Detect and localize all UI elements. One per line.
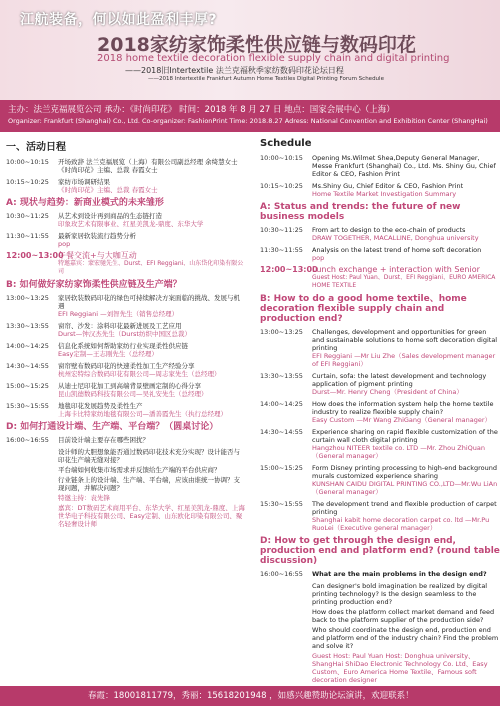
list-item xyxy=(6,362,246,378)
list-item xyxy=(260,182,500,198)
list-item xyxy=(6,436,246,444)
time: 13:30~13:55 xyxy=(6,322,49,330)
discussion-questions xyxy=(6,448,246,528)
item-text: 从艺术到设计再到商品的生态链打造 xyxy=(58,212,162,220)
list-item xyxy=(260,500,500,532)
time: 15:30~15:55 xyxy=(260,500,303,508)
section-b-title: B: How to do a good home textile、home decoration flexible supply chain and production end? xyxy=(260,294,467,324)
list-item xyxy=(260,226,500,242)
question: Can designer's bold imagination be realized by digital printing technology? Is the design seamless to the printing production end? xyxy=(312,582,488,606)
list-item xyxy=(6,342,246,358)
lunch-text: Lunch exchange + interaction with Senior xyxy=(312,265,480,274)
time: 15:00~15:25 xyxy=(260,464,303,472)
time: 14:00~14:25 xyxy=(260,400,303,408)
item-sub: DRAW TOGETHER, MACALLINE, Donghua university xyxy=(312,234,479,242)
time: 11:30~11:55 xyxy=(6,232,49,240)
organizer-line-cn: 主办：法兰克福展览公司 承办：《时尚印花》 时间：2018 年 8 月 27 日 地点：国家会展中心（上海） xyxy=(8,105,395,115)
list-item xyxy=(260,428,500,460)
subtitle-en: 2018 home textile decoration flexible supply chain and digital printing xyxy=(97,53,450,64)
time: 10:15~10:25 xyxy=(6,178,49,186)
time: 15:30~15:55 xyxy=(6,402,49,410)
time: 13:30~13:55 xyxy=(260,372,303,380)
item-sub: pop xyxy=(312,254,325,262)
item-sub: Durst—钟汉杰先生（Durst纺织中国区总裁） xyxy=(58,330,191,338)
time: 11:30~11:55 xyxy=(260,246,303,254)
item-text: What are the main problems in the design end? xyxy=(312,570,487,578)
item-sub: Home Textile Market Investigation Summary xyxy=(312,190,457,198)
item-text: Form Disney printing processing to high-end background murals customized experience sharing xyxy=(312,464,498,480)
item-sub: 印象玫艺术有限事业、红星美凯龙-鼎度、东华大学 xyxy=(58,220,204,228)
question: 平台端如何收集市场需求并反馈给生产端的平台供应商？ xyxy=(58,466,221,474)
time: 14:00~14:25 xyxy=(6,342,49,350)
item-sub: 上海卡比特家纺地毯有限公司—潘善霞先生（执行总经理） xyxy=(58,410,227,418)
list-item xyxy=(260,400,500,424)
item-text: 最新家居软装流行趋势分析 xyxy=(58,232,136,240)
item-text: 窗帘壁布数码印花的快速柔性加工生产经验分享 xyxy=(58,362,195,370)
item-text: From art to design to the eco-chain of products xyxy=(312,226,466,234)
contact-footer: 春霞：18001811779，秀丽：15618201948 ，如感兴趣赞助论坛演讲，欢迎联系！ xyxy=(0,686,500,706)
list-item xyxy=(260,372,500,396)
item-sub: EFI Reggiani —刘智先生（销售总经理） xyxy=(58,310,179,318)
item-sub: 《时尚印花》主编、总裁 春霞女士 xyxy=(58,186,158,194)
item-sub: 杭州宏特综合数码印花有限公司—周志家先生（总经理） xyxy=(58,370,221,378)
item-sub: Easy定制—王志刚先生（总经理） xyxy=(58,350,158,358)
section-d-title: D: How to get through the design end, production end and platform end? (round table discussion) xyxy=(260,536,500,566)
time: 10:15~10:25 xyxy=(260,182,303,190)
organizer-banner xyxy=(0,100,500,132)
list-item xyxy=(6,382,246,398)
discussion-questions xyxy=(260,582,500,684)
time: 14:30~14:55 xyxy=(6,362,49,370)
time: 12:00~13:00 xyxy=(6,251,64,260)
time: 16:00~16:55 xyxy=(260,570,303,578)
question: How does the platform collect market demand and feed back to the platform supplier of the production side? xyxy=(312,608,495,624)
list-item xyxy=(260,154,500,178)
subtitle-schedule: ——2018 Intertextile Frankfurt Autumn Home Textiles Digital Printing Forum Schedule xyxy=(148,76,384,82)
item-text: 地毯印花发展趋势及柔性生产 xyxy=(58,402,143,410)
item-sub: EFI Reggiani —Mr Liu Zhe（Sales development manager of EFI Reggiani） xyxy=(312,352,496,368)
list-item xyxy=(260,570,500,578)
section-a-title: A: Status and trends: the future of new business models xyxy=(260,202,461,222)
time: 10:30~11:25 xyxy=(6,212,49,220)
time: 10:30~11:25 xyxy=(260,226,303,234)
list-item xyxy=(260,328,500,368)
item-text: How does the information system help the home textile industry to realize flexible supply chain? xyxy=(312,400,494,416)
guest-list: Guest Host: Paul Yuan Host: Donghua university、ShangHai ShiDao Electronic Technology Co. Ltd、Easy Custom、Euro America Home Textile、Famous soft decoration designer xyxy=(312,652,488,684)
list-item xyxy=(6,158,246,174)
time: 15:00~15:25 xyxy=(6,382,49,390)
item-text: The development trend and flexible production of carpet printing xyxy=(312,500,497,516)
lunch-sub: 特邀嘉宾：蒙宏驰先生、Durst、EFI Reggiani、山东岱化印染有限公司 xyxy=(58,260,244,275)
list-item xyxy=(6,402,246,418)
item-sub: Hangzhou NITEER textile co. LTD —Mr. Zhou ZhiQuan（General manager） xyxy=(312,444,485,460)
lunch-sub: Guest Host: Paul Yuan、Durst、EFI Reggiani、EURO AMERICA HOME TEXTILE xyxy=(312,274,496,289)
item-sub: Shanghai kabit home decoration carpet co. ltd —Mr.Pu RuoLei（Executive general manager） xyxy=(312,516,490,532)
schedule-cn xyxy=(6,138,246,531)
guest-host: 特邀主持：袁先锋 xyxy=(58,494,110,502)
schedule-en-title: Schedule xyxy=(260,138,312,149)
section-b-title: B: 如何做好家纺家饰柔性供应链及生产端？ xyxy=(6,280,182,290)
list-item xyxy=(6,178,246,194)
list-item xyxy=(6,322,246,338)
item-text: Analysis on the latest trend of home soft decoration xyxy=(312,246,482,254)
item-sub: Easy Custom —Mr Wang ZhiGang（General manager） xyxy=(312,416,492,424)
time: 10:00~10:15 xyxy=(6,158,49,166)
time: 13:00~13:25 xyxy=(6,294,49,302)
item-text: Curtain, sofa: the latest development and technology application of pigment printing xyxy=(312,372,487,388)
item-sub: 《时尚印花》主编、总裁 春霞女士 xyxy=(58,166,158,174)
item-text: Ms.Shiny Gu, Chief Editor & CEO, Fashion Print xyxy=(312,182,464,190)
lunch-text: 午餐交流+与大咖互动 xyxy=(58,251,137,260)
item-text: 信息化系统如何帮助家纺行业实现柔性供应链 xyxy=(58,342,188,350)
section-d-title: D: 如何打通设计端、生产端、平台端？（圆桌讨论） xyxy=(6,422,219,432)
time: 16:00~16:55 xyxy=(6,436,49,444)
schedule-en xyxy=(260,138,500,687)
lunch-item xyxy=(6,252,246,276)
item-text: 开场致辞 法兰克福展览（上海）有限公司副总经理 余绮慧女士 xyxy=(58,158,238,166)
list-item xyxy=(6,294,246,318)
lunch-item xyxy=(260,266,500,290)
time: 12:00~13:00 xyxy=(260,265,318,274)
list-item xyxy=(6,212,246,228)
list-item xyxy=(6,232,246,248)
item-text: Challenges, development and opportunities for green and sustainable solutions to home soft decoration digital printing xyxy=(312,328,498,352)
list-item xyxy=(260,464,500,496)
item-text: Experience sharing on rapid flexible customization of the curtain wall cloth digital printing xyxy=(312,428,498,444)
subtitle-cn: ——2018旧Intertextile 法兰克福秋季家纺数码印花论坛日程 xyxy=(125,66,344,75)
question: Who should coordinate the design end, production end and platform end of the industry chain? Find the problem and solve it? xyxy=(312,626,499,650)
item-text: 从迪士尼印花加工到高端背景壁画定制的心得分享 xyxy=(58,382,201,390)
item-sub: pop xyxy=(58,240,71,248)
guest-list: 嘉宾：DT数码艺术商用平台、东华大学、红星美凯龙-鼎度、上海世华电子科技有限公司、Easy定制、山东欧化印染有限公司、聚名轻奢设计师 xyxy=(58,504,245,528)
item-text: 家居软装数码印花的绿色可持续解决方案面临的挑战、发展与机遇 xyxy=(58,294,240,310)
section-a-title: A: 现状与趋势：新商业模式的未来雏形 xyxy=(6,198,164,208)
headline: 江航装备，何以如此盈利丰厚? xyxy=(20,12,218,28)
schedule-cn-title: 一、活动日程 xyxy=(6,142,66,153)
item-text: 家纺市场调研结果 xyxy=(58,178,110,186)
question: 设计师的大胆想象能否通过数码印花技术充分实现？设计能否与印花生产端无缝对接？ xyxy=(58,448,240,464)
header-banner xyxy=(0,0,500,100)
question: 行业链条上的设计端、生产端、平台端，应该由谁统一协调？支现问题，并解决问题？ xyxy=(58,476,240,492)
item-text: 目前设计端主要存在哪些困扰？ xyxy=(58,436,149,444)
time: 10:00~10:15 xyxy=(260,154,303,162)
time: 13:00~13:25 xyxy=(260,328,303,336)
page-title: 2018家纺家饰柔性供应链与数码印花 xyxy=(97,34,416,56)
item-sub: Durst—Mr. Henry Cheng（President of China） xyxy=(312,388,463,396)
time: 14:30~14:55 xyxy=(260,428,303,436)
list-item xyxy=(260,246,500,262)
organizer-line-en: Organizer: Frankfurt (Shanghai) Co., Ltd. Co-organizer: FashionPrint Time: 2018.8.27 Adress: National Convention and Exhibition Center (ShangHai) xyxy=(8,117,488,125)
item-sub: 昆山凯德数码科技有限公司—吴礼安先生（总经理） xyxy=(58,390,208,398)
item-text: 窗帘、沙发：涂料印花最新进展及工艺应用 xyxy=(58,322,182,330)
item-text: Opening Ms.Wilmet Shea,Deputy General Manager, Messe Frankfurt (Shanghai) Co., Ltd. Ms. Shiny Gu, Chief Editor & CEO, Fashion Print xyxy=(312,154,496,178)
item-sub: KUNSHAN CAIDU DIGITAL PRINTING CO.,LTD—Mr.Wu LiAn（General manager） xyxy=(312,480,498,496)
